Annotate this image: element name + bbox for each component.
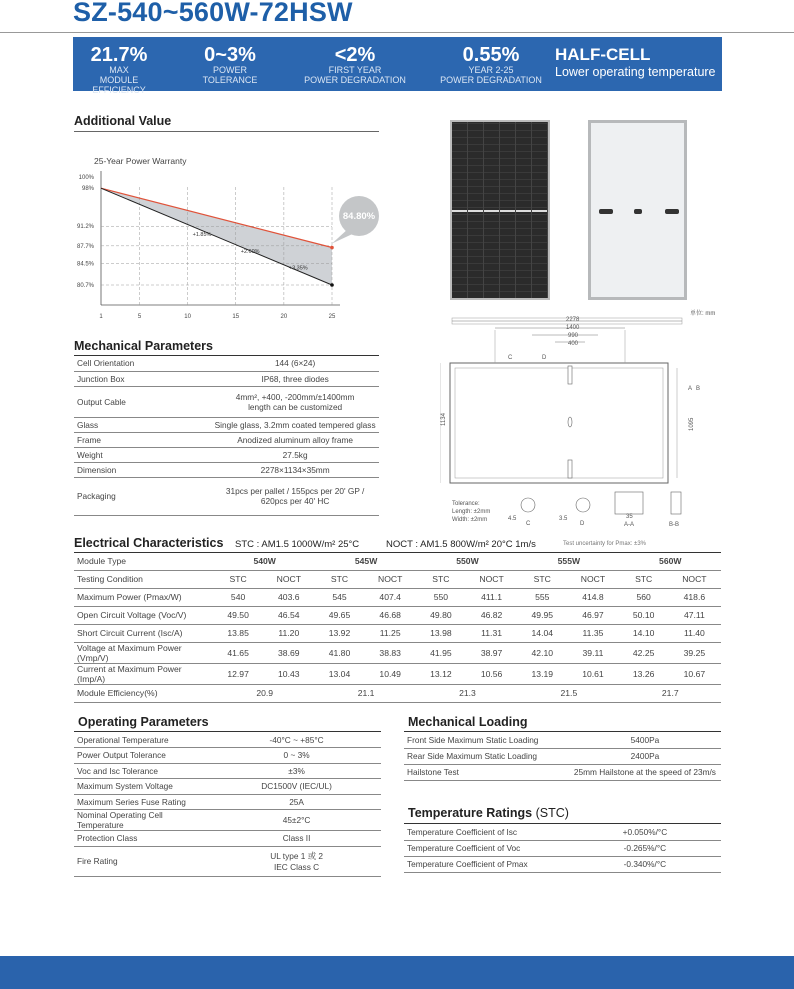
row-value: 13.12	[417, 663, 465, 684]
banner-value: 0~3%	[204, 44, 256, 66]
annotation-label: +2.60%	[240, 249, 260, 256]
row-value: 411.1	[465, 588, 518, 606]
row-value: 13.92	[315, 624, 363, 642]
dim-1134: 1134	[441, 413, 447, 426]
unit-label: 单位: mm	[690, 311, 716, 317]
operating-heading: Operating Parameters	[78, 715, 209, 729]
cond-stc: STC	[417, 570, 465, 588]
electrical-row	[74, 663, 721, 684]
dim-1095: 1095	[689, 417, 695, 431]
y-tick-label: 84.5%	[76, 261, 94, 268]
row-value: Class II	[212, 831, 381, 847]
row-value: 50.10	[620, 606, 668, 624]
row-value: 49.65	[315, 606, 363, 624]
row-value: DC1500V (IEC/UL)	[212, 779, 381, 795]
mechanical-table	[74, 356, 379, 516]
banner-label: FIRST YEAR	[328, 65, 382, 75]
row-label: Dimension	[74, 462, 211, 477]
model-header: 545W	[315, 553, 416, 570]
dim-990: 990	[568, 333, 579, 339]
mechanical-heading: Mechanical Parameters	[74, 339, 213, 353]
label-c: C	[508, 355, 513, 361]
model-header: 540W	[214, 553, 315, 570]
banner-label: POWER	[212, 65, 247, 75]
row-value: 11.35	[566, 624, 619, 642]
banner-label: POWER DEGRADATION	[440, 75, 542, 85]
divider	[74, 131, 379, 132]
cond-stc: STC	[620, 570, 668, 588]
row-value: 5400Pa	[569, 732, 721, 748]
operating-row	[74, 810, 381, 831]
tolerance-label: Tolerance:	[452, 501, 480, 507]
series-point	[330, 283, 334, 287]
mechanical-row	[74, 432, 379, 447]
detail-dim: 4.5	[508, 516, 517, 522]
label-b: B	[696, 386, 701, 392]
panel-back-image	[588, 120, 687, 300]
banner-value: 21.7%	[90, 44, 148, 66]
series-line-warranty	[101, 188, 332, 247]
panel-front-image	[450, 120, 550, 300]
row-value: 403.6	[262, 588, 315, 606]
row-value: 10.61	[566, 663, 619, 684]
row-value: 31pcs per pallet / 155pcs per 20' GP / 620pcs per 40' HC	[211, 477, 379, 515]
warranty-chart	[70, 150, 390, 335]
testing-row	[74, 570, 721, 588]
mech-loading-row	[404, 764, 721, 780]
row-value: 555	[518, 588, 566, 606]
row-value: 46.68	[364, 606, 417, 624]
row-label: Open Circuit Voltage (Voc/V)	[74, 606, 214, 624]
section-bb: B-B	[669, 522, 680, 528]
junction-box-icon	[634, 209, 642, 214]
module-type-row	[74, 553, 721, 570]
x-tick-label: 5	[137, 314, 142, 320]
row-label: Fire Rating	[74, 846, 212, 876]
row-value: -0.265%/°C	[569, 840, 721, 856]
row-label: Glass	[74, 417, 211, 432]
row-value: 47.11	[668, 606, 721, 624]
mech-loading-row	[404, 748, 721, 764]
row-value: 41.95	[417, 642, 465, 663]
row-value: 418.6	[668, 588, 721, 606]
row-label: Weight	[74, 447, 211, 462]
temperature-heading-suffix: (STC)	[532, 806, 569, 820]
banner-label: POWER DEGRADATION	[304, 75, 406, 85]
dimension-drawing	[440, 308, 740, 533]
row-label: Cell Orientation	[74, 356, 211, 371]
row-label: Current at Maximum Power (Imp/A)	[74, 663, 214, 684]
efficiency-value: 21.1	[315, 684, 416, 702]
row-value: 13.26	[620, 663, 668, 684]
y-tick-label: 80.7%	[76, 283, 94, 289]
row-value: Single glass, 3.2mm coated tempered glass	[211, 417, 379, 432]
banner-item-degradation	[439, 45, 543, 85]
row-label: Rear Side Maximum Static Loading	[404, 748, 569, 764]
row-value: 39.25	[668, 642, 721, 663]
efficiency-value: 21.3	[417, 684, 518, 702]
operating-row	[74, 732, 381, 748]
model-header: 560W	[620, 553, 721, 570]
x-tick-label: 1	[99, 314, 103, 320]
top-rule	[0, 32, 794, 33]
series-point	[330, 246, 334, 250]
temperature-heading-text: Temperature Ratings	[408, 806, 533, 820]
tolerance-width: Width: ±2mm	[452, 517, 488, 523]
mech-loading-table	[404, 732, 721, 781]
row-value: 144 (6×24)	[211, 356, 379, 371]
row-value: 11.25	[364, 624, 417, 642]
mechanical-row	[74, 356, 379, 371]
electrical-row	[74, 606, 721, 624]
row-value: UL type 1 或 2 IEC Class C	[212, 846, 381, 876]
row-value: IP68, three diodes	[211, 371, 379, 386]
additional-value-heading: Additional Value	[74, 114, 172, 128]
efficiency-row	[74, 684, 721, 702]
row-value: 10.67	[668, 663, 721, 684]
cond-noct: NOCT	[364, 570, 417, 588]
junction-box-icon	[665, 209, 679, 214]
detail-label-d: D	[580, 521, 585, 527]
row-label: Frame	[74, 432, 211, 447]
detail-dim: 3.5	[559, 516, 568, 522]
row-value: 12.97	[214, 663, 262, 684]
model-header: 555W	[518, 553, 619, 570]
callout-value: 84.80%	[342, 211, 376, 222]
row-label: Hailstone Test	[404, 764, 569, 780]
operating-row	[74, 794, 381, 810]
row-value: 2278×1134×35mm	[211, 462, 379, 477]
row-value: 25mm Hailstone at the speed of 23m/s	[569, 764, 721, 780]
cond-noct: NOCT	[262, 570, 315, 588]
banner-item-first-year	[303, 45, 407, 85]
row-value: +0.050%/°C	[569, 824, 721, 840]
temperature-table	[404, 824, 721, 873]
banner-item-tolerance	[197, 45, 263, 85]
row-label: Module Efficiency(%)	[74, 684, 214, 702]
row-label: Junction Box	[74, 371, 211, 386]
row-value: 407.4	[364, 588, 417, 606]
row-label: Voc and Isc Tolerance	[74, 763, 212, 779]
y-tick-label: 87.7%	[76, 243, 94, 250]
label-a: A	[688, 386, 693, 392]
y-tick-label: 98%	[81, 186, 94, 193]
feature-banner	[73, 37, 722, 95]
x-tick-label: 25	[328, 314, 336, 320]
row-value: 10.43	[262, 663, 315, 684]
row-value: 25A	[212, 794, 381, 810]
page-title: SZ-540~560W-72HSW	[73, 0, 353, 27]
noct-condition: NOCT : AM1.5 800W/m² 20°C 1m/s	[386, 539, 536, 550]
row-label: Power Output Tolerance	[74, 748, 212, 764]
row-value: 4mm², +400, -200mm/±1400mm length can be customized	[211, 386, 379, 417]
row-value: 27.5kg	[211, 447, 379, 462]
row-value: 0 ~ 3%	[212, 748, 381, 764]
banner-item-efficiency	[89, 45, 149, 95]
section-aa: A-A	[624, 522, 635, 528]
x-tick-label: 20	[280, 314, 288, 320]
stc-condition: STC : AM1.5 1000W/m² 25°C	[235, 539, 360, 550]
row-value: 10.49	[364, 663, 417, 684]
operating-row	[74, 846, 381, 876]
label-d: D	[542, 355, 547, 361]
electrical-row	[74, 588, 721, 606]
row-value: 38.69	[262, 642, 315, 663]
dim-400: 400	[568, 341, 579, 347]
row-value: -40°C ~ +85°C	[212, 732, 381, 748]
banner-label: MAX MODULE	[99, 65, 139, 85]
row-label: Voltage at Maximum Power (Vmp/V)	[74, 642, 214, 663]
banner-label: EFFICIENCY	[92, 85, 146, 95]
dim-1400: 1400	[566, 325, 580, 331]
chart-title: 25-Year Power Warranty	[94, 156, 187, 166]
row-value: 49.50	[214, 606, 262, 624]
banner-label: YEAR 2-25	[468, 65, 514, 75]
row-value: 38.97	[465, 642, 518, 663]
row-value: 11.40	[668, 624, 721, 642]
cond-stc: STC	[518, 570, 566, 588]
mechanical-row	[74, 462, 379, 477]
detail-dim-35: 35	[626, 514, 633, 520]
row-label: Output Cable	[74, 386, 211, 417]
electrical-table	[74, 553, 721, 703]
row-label: Nominal Operating Cell Temperature	[74, 810, 212, 831]
temperature-row	[404, 840, 721, 856]
dim-2278: 2278	[566, 317, 580, 323]
tolerance-length: Length: ±2mm	[452, 509, 491, 515]
mech-loading-row	[404, 732, 721, 748]
row-label: Maximum Power (Pmax/W)	[74, 588, 214, 606]
row-label: Operational Temperature	[74, 732, 212, 748]
row-value: 13.19	[518, 663, 566, 684]
annotation-label: +1.85%	[192, 232, 212, 239]
row-label: Testing Condition	[74, 570, 214, 588]
mechanical-row	[74, 371, 379, 386]
row-label: Front Side Maximum Static Loading	[404, 732, 569, 748]
banner-item-half-cell	[555, 45, 720, 80]
row-value: 11.20	[262, 624, 315, 642]
row-value: ±3%	[212, 763, 381, 779]
row-value: Anodized aluminum alloy frame	[211, 432, 379, 447]
row-label: Packaging	[74, 477, 211, 515]
row-value: 39.11	[566, 642, 619, 663]
row-value: 414.8	[566, 588, 619, 606]
row-label: Maximum System Voltage	[74, 779, 212, 795]
temperature-heading	[408, 806, 569, 820]
row-value: 41.80	[315, 642, 363, 663]
banner-value: <2%	[334, 44, 376, 66]
banner-value: 0.55%	[462, 44, 520, 66]
electrical-row	[74, 642, 721, 663]
cond-noct: NOCT	[465, 570, 518, 588]
row-value: 49.80	[417, 606, 465, 624]
operating-row	[74, 779, 381, 795]
mechanical-row	[74, 477, 379, 515]
row-value: -0.340%/°C	[569, 856, 721, 872]
electrical-heading: Electrical Characteristics	[74, 536, 224, 550]
row-value: 13.98	[417, 624, 465, 642]
cond-noct: NOCT	[668, 570, 721, 588]
temperature-row	[404, 824, 721, 840]
detail-label-c: C	[526, 521, 531, 527]
junction-box-icon	[599, 209, 613, 214]
y-tick-label: 100%	[78, 175, 94, 181]
row-value: 42.25	[620, 642, 668, 663]
row-value: 46.97	[566, 606, 619, 624]
mech-loading-heading: Mechanical Loading	[408, 715, 528, 729]
row-value: 41.65	[214, 642, 262, 663]
row-value: 42.10	[518, 642, 566, 663]
operating-row	[74, 748, 381, 764]
annotation-label: +3.35%	[288, 265, 308, 272]
row-value: 46.82	[465, 606, 518, 624]
temperature-row	[404, 856, 721, 872]
row-value: 2400Pa	[569, 748, 721, 764]
electrical-row	[74, 624, 721, 642]
row-value: 560	[620, 588, 668, 606]
efficiency-value: 20.9	[214, 684, 315, 702]
row-value: 545	[315, 588, 363, 606]
operating-row	[74, 763, 381, 779]
row-value: 38.83	[364, 642, 417, 663]
row-value: 10.56	[465, 663, 518, 684]
mechanical-row	[74, 447, 379, 462]
row-label: Temperature Coefficient of Voc	[404, 840, 569, 856]
row-value: 14.04	[518, 624, 566, 642]
row-value: 11.31	[465, 624, 518, 642]
cond-noct: NOCT	[566, 570, 619, 588]
row-value: 540	[214, 588, 262, 606]
x-tick-label: 10	[184, 314, 191, 320]
x-tick-label: 15	[232, 314, 240, 320]
banner-value: HALF-CELL	[555, 45, 651, 64]
row-label: Short Circuit Current (Isc/A)	[74, 624, 214, 642]
uncertainty-note: Test uncertainty for Pmax: ±3%	[563, 541, 646, 547]
row-value: 13.85	[214, 624, 262, 642]
operating-row	[74, 831, 381, 847]
operating-table	[74, 732, 381, 877]
cond-stc: STC	[214, 570, 262, 588]
footer-bar	[0, 956, 794, 989]
row-value: 550	[417, 588, 465, 606]
mechanical-row	[74, 417, 379, 432]
cond-stc: STC	[315, 570, 363, 588]
banner-label: Lower operating temperature	[555, 65, 716, 79]
row-label: Protection Class	[74, 831, 212, 847]
row-value: 46.54	[262, 606, 315, 624]
row-label: Maximum Series Fuse Rating	[74, 794, 212, 810]
y-tick-label: 91.2%	[76, 224, 94, 231]
row-value: 49.95	[518, 606, 566, 624]
model-header: 550W	[417, 553, 518, 570]
efficiency-value: 21.5	[518, 684, 619, 702]
row-label: Temperature Coefficient of Isc	[404, 824, 569, 840]
row-value: 13.04	[315, 663, 363, 684]
row-value: 45±2°C	[212, 810, 381, 831]
mechanical-row	[74, 386, 379, 417]
banner-label: TOLERANCE	[202, 75, 258, 85]
row-label: Temperature Coefficient of Pmax	[404, 856, 569, 872]
row-value: 14.10	[620, 624, 668, 642]
efficiency-value: 21.7	[620, 684, 721, 702]
row-label: Module Type	[74, 553, 214, 570]
